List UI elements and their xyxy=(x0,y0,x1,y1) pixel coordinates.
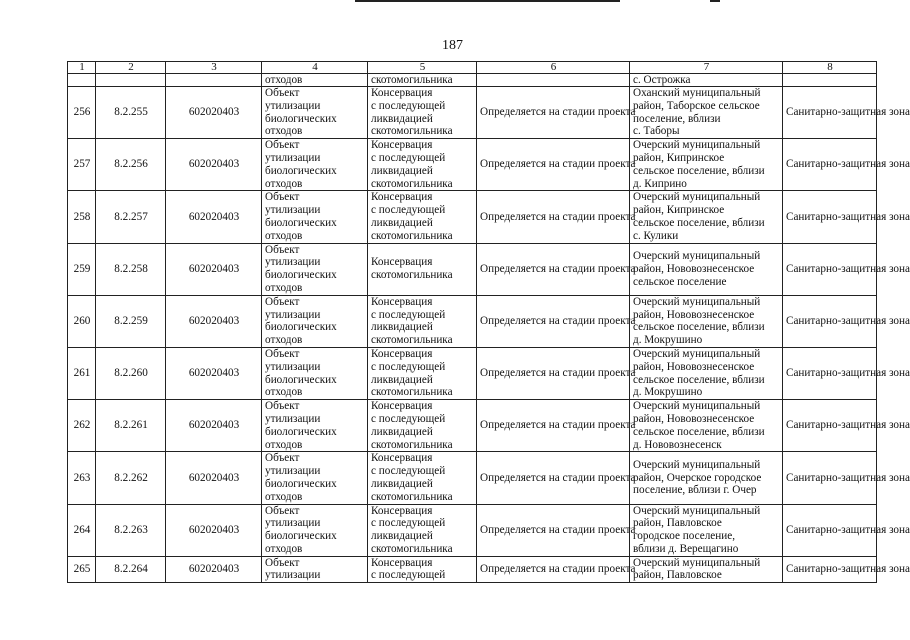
location-cell xyxy=(630,452,783,504)
zone-cell: Санитарно-защитная зона xyxy=(783,400,877,452)
cell-line: Объект xyxy=(265,504,300,517)
cell-line: Объект xyxy=(265,295,300,308)
cell-line: утилизации xyxy=(265,204,321,217)
cell-line: городское поселение, xyxy=(633,530,735,543)
table-row xyxy=(68,400,877,452)
location-cell xyxy=(630,243,783,295)
registry-code: 8.2.260 xyxy=(96,347,166,399)
term-cell: Определяется на стадии проекта xyxy=(477,87,630,139)
row-number: 257 xyxy=(68,139,96,191)
cell-line: Консервация xyxy=(371,400,433,413)
cell-line: отходов xyxy=(265,490,303,503)
zone-cell: Санитарно-защитная зона xyxy=(783,452,877,504)
cell-line: утилизации xyxy=(265,569,321,582)
cell-line: сельское поселение xyxy=(633,275,727,288)
table-row xyxy=(68,139,877,191)
cell-line: ликвидацией xyxy=(371,530,433,543)
table-row xyxy=(68,452,877,504)
cell-line: биологических xyxy=(265,530,337,543)
location-cell xyxy=(630,504,783,556)
location-cell xyxy=(630,87,783,139)
cell-line: утилизации xyxy=(265,308,321,321)
cell-line: утилизации xyxy=(265,256,321,269)
registry-code: 8.2.257 xyxy=(96,191,166,243)
cell-line: биологических xyxy=(265,112,337,125)
row-number: 259 xyxy=(68,243,96,295)
cell-line: вблизи д. Верещагино xyxy=(633,542,739,555)
cell-line: Консервация xyxy=(371,347,433,360)
cell-line: отходов xyxy=(265,229,303,242)
action-cell xyxy=(368,400,477,452)
cell-line: утилизации xyxy=(265,151,321,164)
cell-line: Объект xyxy=(265,452,300,465)
registry-code: 8.2.262 xyxy=(96,452,166,504)
object-cell xyxy=(262,191,368,243)
action-cell xyxy=(368,243,477,295)
cell-line: с последующей xyxy=(371,569,446,582)
zone-cell: Санитарно-защитная зона xyxy=(783,243,877,295)
cell-line: поселение, вблизи г. Очер xyxy=(633,484,757,497)
classifier-code: 602020403 xyxy=(166,504,262,556)
object-cell xyxy=(262,452,368,504)
cell-line: сельское поселение, вблизи xyxy=(633,164,765,177)
cell-line: отходов xyxy=(265,281,303,294)
cell-line: скотомогильника xyxy=(371,229,453,242)
action-cell xyxy=(368,139,477,191)
term-cell: Определяется на стадии проекта xyxy=(477,295,630,347)
cell-line: Объект xyxy=(265,347,300,360)
cell-line: отходов xyxy=(265,125,303,138)
cell-line: район, Нововознесенское xyxy=(633,360,755,373)
row-number: 260 xyxy=(68,295,96,347)
cell-line: поселение, вблизи xyxy=(633,112,721,125)
cell-line: д. Киприно xyxy=(633,177,687,190)
table-row xyxy=(68,87,877,139)
table-row xyxy=(68,295,877,347)
classifier-code: 602020403 xyxy=(166,243,262,295)
table-row xyxy=(68,556,877,583)
top-rule xyxy=(355,0,620,2)
cell-line: скотомогильника xyxy=(371,125,453,138)
cell-line: скотомогильника xyxy=(371,438,453,451)
classifier-code: 602020403 xyxy=(166,295,262,347)
cell-line: с последующей xyxy=(371,465,446,478)
page-number: 187 xyxy=(442,38,463,53)
cell-line: биологических xyxy=(265,269,337,282)
cell-line: с последующей xyxy=(371,151,446,164)
zone-cell: Санитарно-защитная зона xyxy=(783,191,877,243)
cell-line: д. Нововознесенск xyxy=(633,438,722,451)
cell-line: биологических xyxy=(265,477,337,490)
zone-cell: Санитарно-защитная зона xyxy=(783,295,877,347)
cell-line: скотомогильника xyxy=(371,177,453,190)
cell-line: Очерский муниципальный xyxy=(633,504,761,517)
zone-cell: Санитарно-защитная зона xyxy=(783,556,877,583)
cell-line: скотомогильника xyxy=(371,386,453,399)
cell-line: биологических xyxy=(265,164,337,177)
cell-line: сельское поселение, вблизи xyxy=(633,321,765,334)
cell-line: Консервация xyxy=(371,295,433,308)
column-header: 8 xyxy=(783,62,877,74)
zone-cell: Санитарно-защитная зона xyxy=(783,87,877,139)
table-row xyxy=(68,504,877,556)
cell-line: Очерский муниципальный xyxy=(633,139,761,152)
location-cell: с. Острожка xyxy=(630,74,783,87)
term-cell: Определяется на стадии проекта xyxy=(477,556,630,583)
action-cell xyxy=(368,87,477,139)
cell-line: с. Таборы xyxy=(633,125,680,138)
column-header: 5 xyxy=(368,62,477,74)
cell-line: отходов xyxy=(265,334,303,347)
column-header: 3 xyxy=(166,62,262,74)
cell-line: ликвидацией xyxy=(371,425,433,438)
cell-line: сельское поселение, вблизи xyxy=(633,373,765,386)
action-cell xyxy=(368,295,477,347)
cell-line: Объект xyxy=(265,87,300,99)
location-cell xyxy=(630,139,783,191)
cell-line: биологических xyxy=(265,321,337,334)
cell-line: д. Мокрушино xyxy=(633,334,703,347)
object-cell xyxy=(262,243,368,295)
row-number: 263 xyxy=(68,452,96,504)
location-cell xyxy=(630,556,783,583)
cell-line: Консервация xyxy=(371,256,433,269)
cell-line: отходов xyxy=(265,438,303,451)
cell-line: район, Нововознесенское xyxy=(633,262,755,275)
table-row xyxy=(68,191,877,243)
zone-cell: Санитарно-защитная зона xyxy=(783,139,877,191)
action-cell xyxy=(368,452,477,504)
cell-line: утилизации xyxy=(265,412,321,425)
column-header: 4 xyxy=(262,62,368,74)
cell-line: сельское поселение, вблизи xyxy=(633,216,765,229)
registry-code: 8.2.263 xyxy=(96,504,166,556)
cell-line: Консервация xyxy=(371,191,433,204)
cell-line: район, Кипринское xyxy=(633,151,725,164)
cell-line: район, Таборское сельское xyxy=(633,99,760,112)
object-cell xyxy=(262,139,368,191)
cell-line: утилизации xyxy=(265,465,321,478)
action-cell xyxy=(368,347,477,399)
object-cell xyxy=(262,347,368,399)
classifier-code: 602020403 xyxy=(166,87,262,139)
cell-line: район, Нововознесенское xyxy=(633,308,755,321)
object-cell xyxy=(262,556,368,583)
cell-line: район, Кипринское xyxy=(633,204,725,217)
action-cell xyxy=(368,556,477,583)
zone-cell: Санитарно-защитная зона xyxy=(783,347,877,399)
cell-line: Очерский муниципальный xyxy=(633,400,761,413)
location-cell xyxy=(630,400,783,452)
cell-line: ликвидацией xyxy=(371,112,433,125)
cell-line: Консервация xyxy=(371,139,433,152)
cell-line: ликвидацией xyxy=(371,477,433,490)
cell-line: утилизации xyxy=(265,99,321,112)
cell-line: Консервация xyxy=(371,556,433,569)
cell-line: Очерский муниципальный xyxy=(633,295,761,308)
cell-line: район, Павловское xyxy=(633,569,722,582)
object-cell xyxy=(262,295,368,347)
cell-line: Консервация xyxy=(371,87,433,99)
column-header: 7 xyxy=(630,62,783,74)
cell-line: Очерский муниципальный xyxy=(633,191,761,204)
term-cell: Определяется на стадии проекта xyxy=(477,139,630,191)
cell-line: ликвидацией xyxy=(371,164,433,177)
cell-line: Объект xyxy=(265,556,300,569)
location-cell xyxy=(630,191,783,243)
cell-line: Объект xyxy=(265,243,300,256)
continuation-row xyxy=(68,74,877,87)
cell-line: биологических xyxy=(265,373,337,386)
object-cell: отходов xyxy=(262,74,368,87)
action-cell: скотомогильника xyxy=(368,74,477,87)
action-cell xyxy=(368,504,477,556)
registry-code: 8.2.256 xyxy=(96,139,166,191)
location-cell xyxy=(630,295,783,347)
cell-line: ликвидацией xyxy=(371,321,433,334)
registry-code: 8.2.259 xyxy=(96,295,166,347)
cell-line: ликвидацией xyxy=(371,216,433,229)
row-number: 265 xyxy=(68,556,96,583)
term-cell: Определяется на стадии проекта xyxy=(477,504,630,556)
row-number: 258 xyxy=(68,191,96,243)
classifier-code: 602020403 xyxy=(166,400,262,452)
column-header: 6 xyxy=(477,62,630,74)
column-header: 1 xyxy=(68,62,96,74)
cell-line: Оханский муниципальный xyxy=(633,87,761,99)
cell-line: Объект xyxy=(265,139,300,152)
cell-line: утилизации xyxy=(265,517,321,530)
registry-code: 8.2.258 xyxy=(96,243,166,295)
object-cell xyxy=(262,87,368,139)
cell-line: утилизации xyxy=(265,360,321,373)
action-cell xyxy=(368,191,477,243)
cell-line: скотомогильника xyxy=(371,490,453,503)
object-cell xyxy=(262,504,368,556)
cell-line: отходов xyxy=(265,177,303,190)
row-number: 262 xyxy=(68,400,96,452)
classifier-code: 602020403 xyxy=(166,139,262,191)
row-number: 261 xyxy=(68,347,96,399)
table-row xyxy=(68,347,877,399)
registry-table xyxy=(67,61,910,583)
cell-line: скотомогильника xyxy=(371,334,453,347)
classifier-code: 602020403 xyxy=(166,556,262,583)
cell-line: с последующей xyxy=(371,204,446,217)
cell-line: район, Нововознесенское xyxy=(633,412,755,425)
cell-line: Консервация xyxy=(371,452,433,465)
cell-line: Очерский муниципальный xyxy=(633,347,761,360)
cell-line: биологических xyxy=(265,425,337,438)
term-cell: Определяется на стадии проекта xyxy=(477,191,630,243)
classifier-code: 602020403 xyxy=(166,347,262,399)
term-cell: Определяется на стадии проекта xyxy=(477,347,630,399)
classifier-code: 602020403 xyxy=(166,452,262,504)
cell-line: Очерский муниципальный xyxy=(633,556,761,569)
cell-line: с последующей xyxy=(371,308,446,321)
location-cell xyxy=(630,347,783,399)
registry-code: 8.2.255 xyxy=(96,87,166,139)
cell-line: сельское поселение, вблизи xyxy=(633,425,765,438)
cell-line: район, Павловское xyxy=(633,517,722,530)
cell-line: с последующей xyxy=(371,412,446,425)
cell-line: отходов xyxy=(265,386,303,399)
table-row xyxy=(68,243,877,295)
column-header: 2 xyxy=(96,62,166,74)
cell-line: Консервация xyxy=(371,504,433,517)
term-cell: Определяется на стадии проекта xyxy=(477,243,630,295)
term-cell: Определяется на стадии проекта xyxy=(477,400,630,452)
cell-line: Объект xyxy=(265,191,300,204)
cell-line: Объект xyxy=(265,400,300,413)
row-number: 256 xyxy=(68,87,96,139)
classifier-code: 602020403 xyxy=(166,191,262,243)
top-rule-short xyxy=(710,0,720,2)
cell-line: Очерский муниципальный xyxy=(633,249,761,262)
registry-code: 8.2.264 xyxy=(96,556,166,583)
cell-line: с последующей xyxy=(371,517,446,530)
cell-line: скотомогильника xyxy=(371,269,453,282)
cell-line: с последующей xyxy=(371,360,446,373)
cell-line: д. Мокрушино xyxy=(633,386,703,399)
cell-line: район, Очерское городское xyxy=(633,471,762,484)
cell-line: отходов xyxy=(265,542,303,555)
cell-line: ликвидацией xyxy=(371,373,433,386)
cell-line: скотомогильника xyxy=(371,542,453,555)
cell-line: с последующей xyxy=(371,99,446,112)
table-header-row xyxy=(68,62,877,74)
object-cell xyxy=(262,400,368,452)
cell-line: с. Кулики xyxy=(633,229,679,242)
registry-code: 8.2.261 xyxy=(96,400,166,452)
zone-cell: Санитарно-защитная зона xyxy=(783,504,877,556)
term-cell: Определяется на стадии проекта xyxy=(477,452,630,504)
row-number: 264 xyxy=(68,504,96,556)
cell-line: биологических xyxy=(265,216,337,229)
cell-line: Очерский муниципальный xyxy=(633,458,761,471)
